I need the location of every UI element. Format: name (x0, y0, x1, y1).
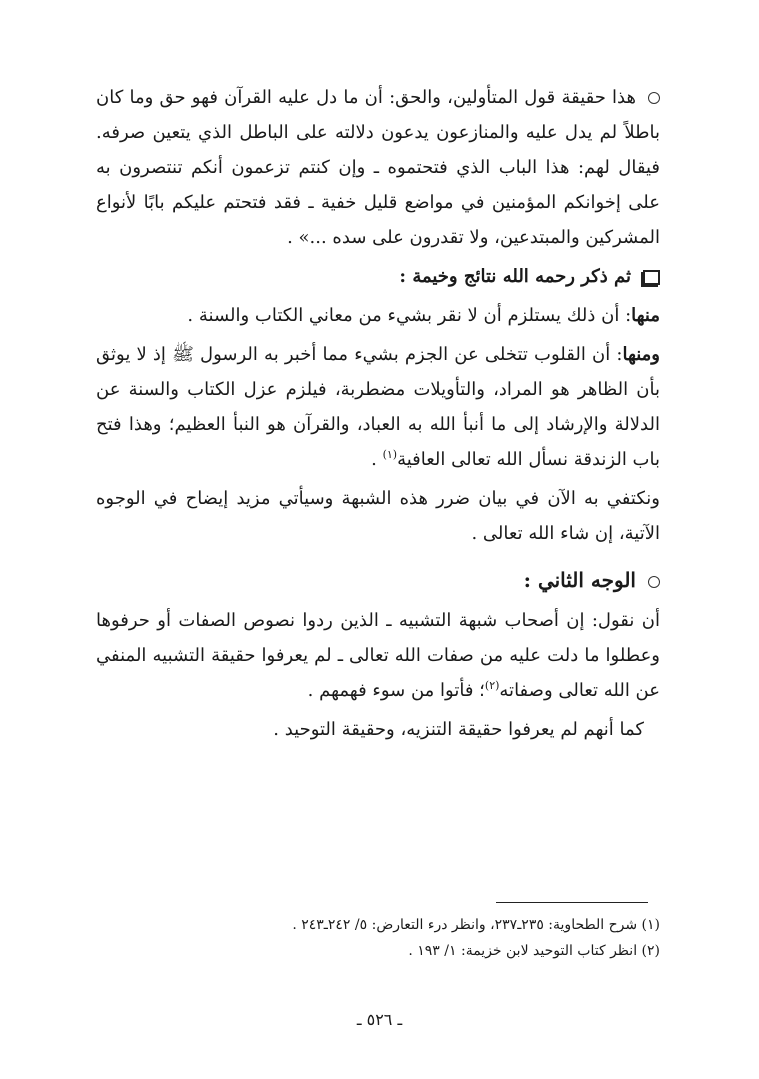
section-heading-results: ثم ذكر رحمه الله نتائج وخيمة : (96, 259, 660, 294)
circle-bullet-icon (648, 92, 660, 104)
footnote-2: (٢) انظر كتاب التوحيد لابن خزيمة: ١/ ١٩٣ . (408, 943, 660, 959)
page-number: ـ ٥٢٦ ـ (356, 1010, 403, 1029)
page-body (96, 80, 660, 747)
paragraph-1: هذا حقيقة قول المتأولين، والحق: أن ما دل عليه القرآن فهو حق وما كان باطلاً لم يدل عليه والمنازعون يدعون دلالته على الباطل الذي يتعين صرفه. فيقال لهم: هذا الباب الذي فتحتموه ـ وإن كنتم تزعمون أنكم تنتصرون به على إخوانكم المؤمنين في مواضع قليل خفية ـ فقد فتحتم عليكم بابًا لأنواع المشركين والمبتدعين، ولا تقدرون على سده ...» . (96, 87, 660, 248)
paragraph-6: كما أنهم لم يعرفوا حقيقة التنزيه، وحقيقة التوحيد . (273, 719, 644, 740)
footnote-ref-1[interactable]: (١) (382, 448, 398, 461)
paragraph-2: منها: أن ذلك يستلزم أن لا نقر بشيء من معاني الكتاب والسنة . (187, 305, 660, 326)
footnote-divider (496, 902, 648, 903)
section-heading-second-aspect: الوجه الثاني : (96, 561, 660, 599)
footnote-ref-2[interactable]: (٢) (484, 679, 500, 692)
paragraph-5: أن نقول: إن أصحاب شبهة التشبيه ـ الذين ردوا نصوص الصفات أو حرفوها وعطلوا ما دلت عليه من صفات الله تعالى ـ لم يعرفوا حقيقة التشبيه المنفي عن الله تعالى وصفاته$^{(٢)}$؛ فأتوا من سوء فهمهم . (96, 610, 660, 701)
paragraph-4: ونكتفي به الآن في بيان ضرر هذه الشبهة وسيأتي مزيد إيضاح في الوجوه الآتية، إن شاء الله تعالى . (96, 488, 660, 544)
circle-bullet-icon (648, 576, 660, 588)
square-bullet-icon (643, 270, 660, 285)
footnotes (96, 912, 660, 964)
footnote-1: (١) شرح الطحاوية: ٢٣٥ـ٢٣٧، وانظر درء التعارض: ٥/ ٢٤٢ـ٢٤٣ . (292, 917, 660, 933)
paragraph-3: ومنها: أن القلوب تتخلى عن الجزم بشيء مما أخبر به الرسول ﷺ إذ لا يوثق بأن الظاهر هو المراد، والتأويلات مضطربة، فيلزم عزل الكتاب والسنة عن الدلالة والإرشاد إلى ما أنبأ الله به العباد، والقرآن هو النبأ العظيم؛ وهذا فتح باب الزندقة نسأل الله تعالى العافية$^{(١)}$ . (96, 344, 660, 470)
